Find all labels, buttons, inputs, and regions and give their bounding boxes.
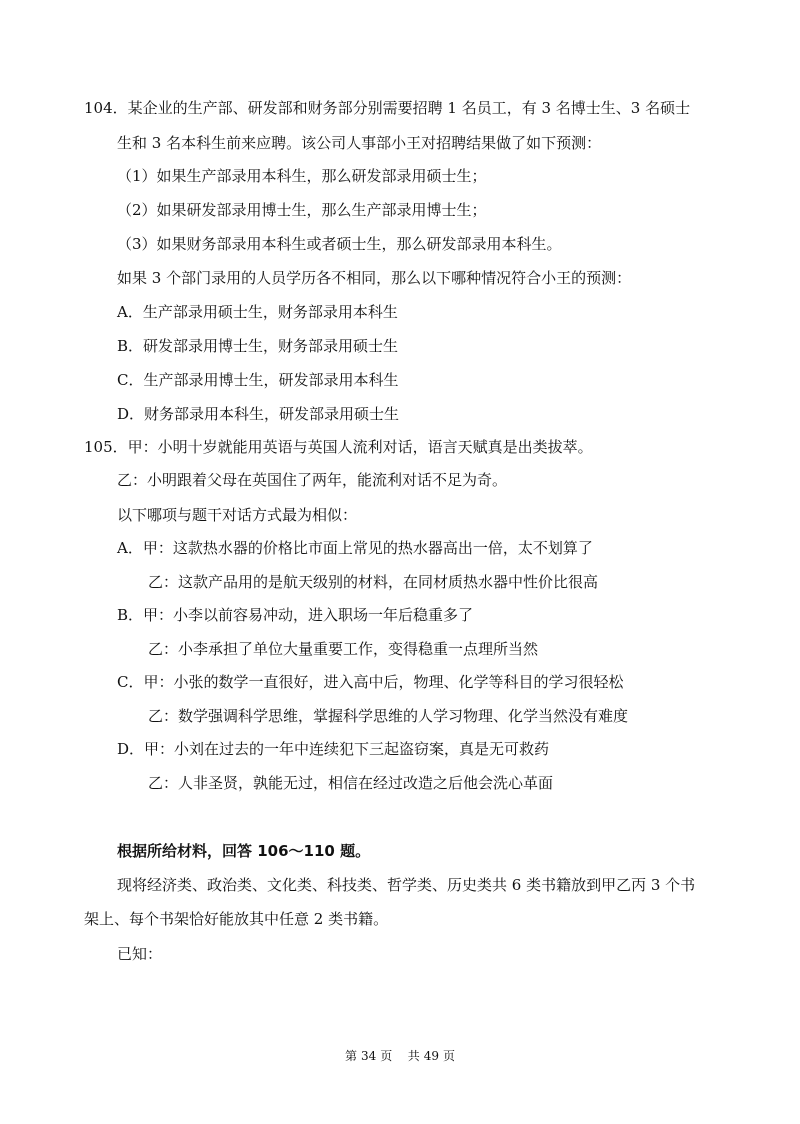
section-known-label: 已知： — [117, 945, 163, 963]
q105-yi-line: 乙：小明跟着父母在英国住了两年，能流利对话不足为奇。 — [117, 471, 508, 489]
q105-option-a-jia: A．甲：这款热水器的价格比市面上常见的热水器高出一倍，太不划算了 — [117, 539, 593, 557]
q105-option-c-yi: 乙：数学强调科学思维，掌握科学思维的人学习物理、化学当然没有难度 — [148, 707, 629, 725]
section-heading: 根据所给材料，回答 106～110 题。 — [117, 842, 371, 860]
q104-stem-line2: 生和 3 名本科生前来应聘。该公司人事部小王对招聘结果做了如下预测： — [117, 134, 602, 152]
q105-option-a-yi: 乙：这款产品用的是航天级别的材料，在同材质热水器中性价比很高 — [148, 573, 599, 591]
footer-page-prefix: 第 — [344, 1049, 357, 1063]
q105-option-b-yi: 乙：小李承担了单位大量重要工作，变得稳重一点理所当然 — [148, 640, 539, 658]
footer-total-prefix: 共 — [407, 1049, 420, 1063]
q104-premise-1: （1）如果生产部录用本科生，那么研发部录用硕士生； — [117, 167, 487, 185]
q105-option-b-jia: B．甲：小李以前容易冲动，进入职场一年后稳重多了 — [117, 606, 474, 624]
footer-page-unit: 页 — [380, 1049, 393, 1063]
q104-stem-text-1: 某企业的生产部、研发部和财务部分别需要招聘 1 名员工，有 3 名博士生、3 名硕士 — [127, 99, 691, 117]
q105-number: 105． — [84, 438, 128, 456]
q105-question: 以下哪项与题干对话方式最为相似： — [117, 506, 358, 524]
footer-total-unit: 页 — [443, 1049, 456, 1063]
footer-page-total: 49 — [423, 1049, 440, 1063]
q104-option-c: C．生产部录用博士生，研发部录用本科生 — [117, 371, 399, 389]
q104-question: 如果 3 个部门录用的人员学历各不相同，那么以下哪种情况符合小王的预测： — [117, 269, 632, 287]
q105-jia-line — [84, 437, 593, 457]
q104-option-a: A．生产部录用硕士生，财务部录用本科生 — [117, 303, 398, 321]
q104-premise-2: （2）如果研发部录用博士生，那么生产部录用博士生； — [117, 201, 487, 219]
q105-jia-text: 甲：小明十岁就能用英语与英国人流利对话，语言天赋真是出类拔萃。 — [127, 438, 593, 456]
section-paragraph-line1: 现将经济类、政治类、文化类、科技类、哲学类、历史类共 6 类书籍放到甲乙丙 3 个书 — [117, 876, 696, 894]
q105-option-d-yi: 乙：人非圣贤，孰能无过，相信在经过改造之后他会洗心革面 — [148, 774, 554, 792]
page-footer — [0, 1048, 800, 1064]
q104-premise-3: （3）如果财务部录用本科生或者硕士生，那么研发部录用本科生。 — [117, 235, 562, 253]
q104-option-b: B．研发部录用博士生，财务部录用硕士生 — [117, 337, 399, 355]
section-paragraph-line2: 架上、每个书架恰好能放其中任意 2 类书籍。 — [84, 910, 389, 928]
q105-option-c-jia: C．甲：小张的数学一直很好，进入高中后，物理、化学等科目的学习很轻松 — [117, 673, 624, 691]
footer-page-current: 34 — [360, 1049, 377, 1063]
q104-stem-line1 — [84, 98, 690, 118]
q105-option-d-jia: D．甲：小刘在过去的一年中连续犯下三起盗窃案，真是无可救药 — [117, 740, 550, 758]
q104-option-d: D．财务部录用本科生，研发部录用硕士生 — [117, 405, 400, 423]
q104-number: 104． — [84, 99, 128, 117]
